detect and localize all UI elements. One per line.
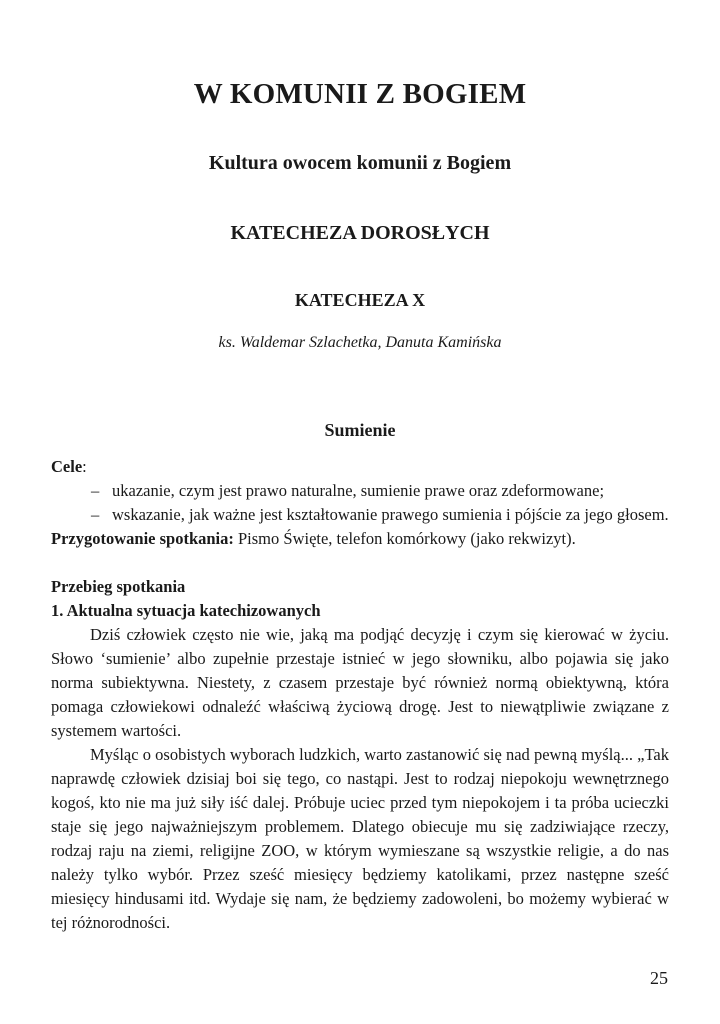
preparation-line [51,527,669,551]
goal-text: wskazanie, jak ważne jest kształtowanie prawego sumienia i pójście za jego głosem. [112,505,669,524]
body-text [51,455,669,935]
topic-heading: Sumienie [324,420,396,440]
paragraph: Dziś człowiek często nie wie, jaką ma podjąć decyzję i czym się kierować w życiu. Słowo ‘sumienie’ albo zupełnie przestaje istnieć w jego słowniku, albo pojawia się jako norma subiektywna. Niestety, z czasem przestaje być również normą obiektywną, która pomaga człowiekowi odnaleźć właściwą życiową drogę. Jest to niewątpliwie związane z systemem wartości. [51,625,669,740]
goals-colon: : [82,457,87,476]
authors-line: ks. Waldemar Szlachetka, Danuta Kamińska [218,334,502,351]
preparation-label: Przygotowanie spotkania: [51,529,234,548]
section-title: KATECHEZA DOROSŁYCH [230,222,490,244]
preparation-text: Pismo Święte, telefon komórkowy (jako rekwizyt). [233,529,576,548]
goals-label-line [51,455,669,479]
page-subtitle: Kultura owocem komunii z Bogiem [208,152,512,174]
page-number: 25 [650,968,668,988]
catechesis-number: KATECHEZA X [294,290,426,310]
goals-label: Cele [51,457,83,476]
document-page [51,0,669,1024]
dash-bullet: – [91,505,100,524]
page-title: W KOMUNII Z BOGIEM [193,78,527,110]
dash-bullet: – [91,481,100,500]
course-heading: Przebieg spotkania [51,577,186,596]
course-subheading: 1. Aktualna sytuacja katechizowanych [51,601,321,620]
paragraph: Myśląc o osobistych wyborach ludzkich, warto zastanowić się nad pewną myślą... „Tak naprawdę człowiek dzisiaj boi się tego, co nastąpi. Jest to rodzaj niepokoju wewnętrznego kogoś, kto nie ma już siły iść dalej. Próbuje uciec przed tym niepokojem i ta próba ucieczki staje się jego najważniejszym problemem. Dlatego obiecuje mu się zadziwiające rzeczy, rodzaj raju na ziemi, religijne ZOO, w którym wymieszane są wszystkie religie, a do nas należy tylko wybór. Przez sześć miesięcy będziemy katolikami, przez następne sześć miesięcy hindusami itd. Wydaje się nam, że będziemy zadowoleni, bo możemy wybierać w tej różnorodności. [51,745,669,932]
goal-item [51,503,669,527]
goal-text: ukazanie, czym jest prawo naturalne, sumienie prawe oraz zdeformowane; [112,481,605,500]
spacer [51,551,669,575]
goals-list [51,479,669,527]
goal-item [51,479,669,503]
